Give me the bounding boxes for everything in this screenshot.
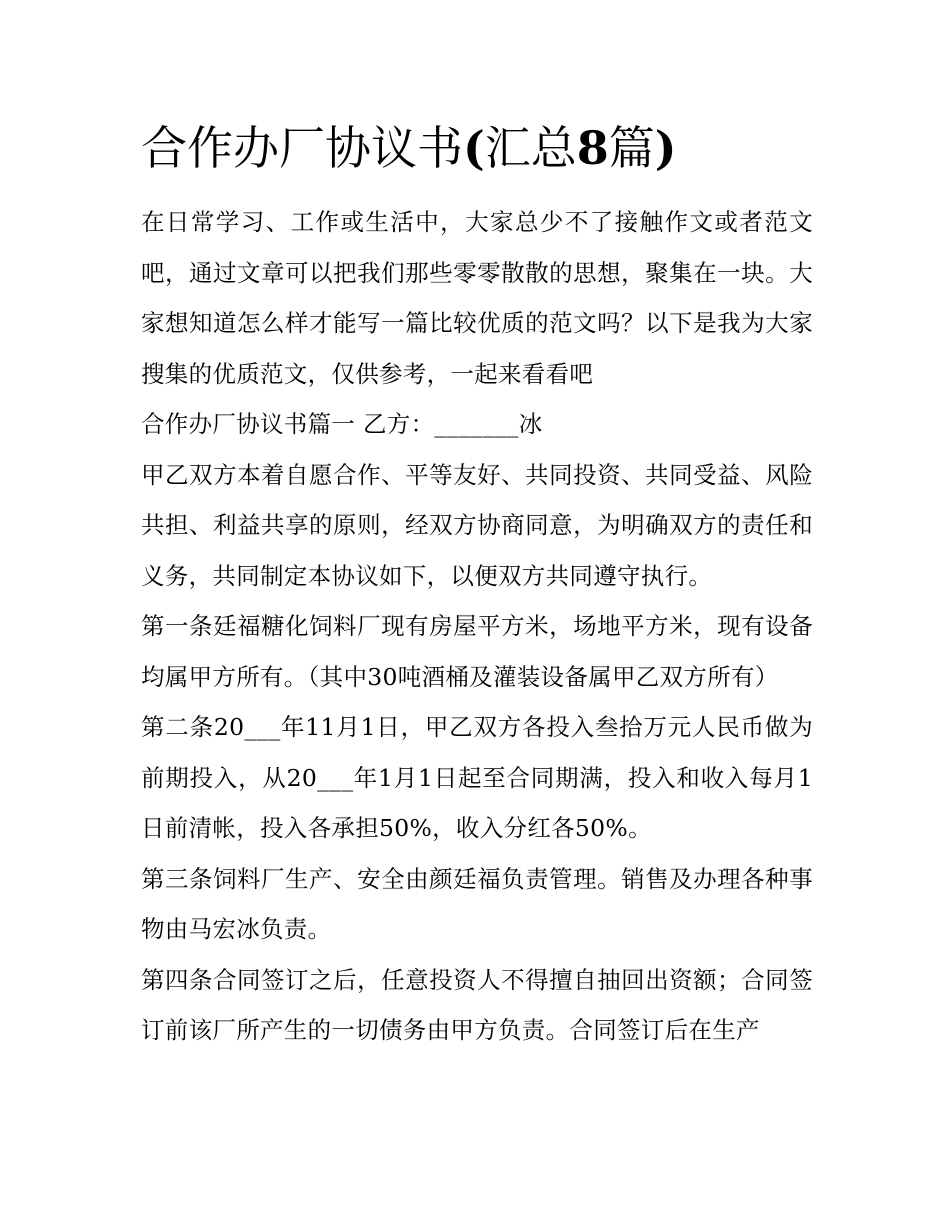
section-heading: 合作办厂协议书篇一 乙方：_______冰 — [141, 410, 543, 438]
preamble-paragraph: 甲乙双方本着自愿合作、平等友好、共同投资、共同受益、风险共担、利益共享的原则，经双方协商同意，为明确双方的责任和义务，共同制定本协议如下，以便双方共同遵守执行。 — [141, 460, 813, 590]
article-3-paragraph: 第三条饲料厂生产、安全由颜廷福负责管理。销售及办理各种事物由马宏冰负责。 — [141, 864, 813, 943]
document-title: 合作办厂协议书(汇总8篇) — [141, 121, 677, 175]
document-body — [141, 197, 813, 1056]
article-4-paragraph: 第四条合同签订之后，任意投资人不得擅自抽回出资额；合同签订前该厂所产生的一切债务由甲方负责。合同签订后在生产 — [141, 965, 813, 1044]
article-1-paragraph: 第一条廷福糖化饲料厂现有房屋平方米，场地平方米，现有设备均属甲方所有。（其中30吨酒桶及灌装设备属甲乙双方所有） — [141, 612, 813, 691]
article-2-paragraph: 第二条20___年11月1日，甲乙双方各投入叁拾万元人民币做为前期投入，从20___年1月1日起至合同期满，投入和收入每月1日前清帐，投入各承担50%，收入分红各50%。 — [141, 713, 813, 842]
intro-paragraph: 在日常学习、工作或生活中，大家总少不了接触作文或者范文吧，通过文章可以把我们那些零零散散的思想，聚集在一块。大家想知道怎么样才能写一篇比较优质的范文吗？以下是我为大家搜集的优质范文，仅供参考，一起来看看吧 — [141, 208, 813, 388]
